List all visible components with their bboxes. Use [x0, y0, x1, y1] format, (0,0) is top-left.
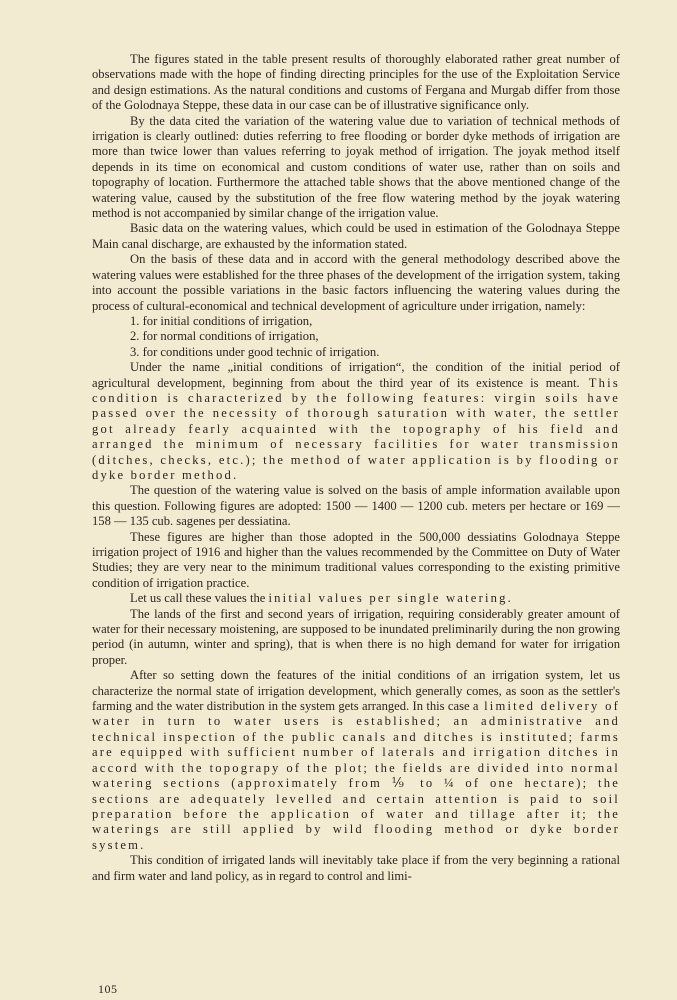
list-item: 2. for normal conditions of irrigation,: [130, 329, 319, 344]
initial-values-term: initial values per single watering.: [268, 591, 514, 606]
normal-state-spaced-text: limited delivery of water in turn to water users is established; an administrative and technical inspection of the public canals and ditches is instituted; farms are equipped with sufficient number of laterals and irrigation ditches in accord with the topograpy of the plot; the fields are divided into normal watering sections (approximately from ⅑ to ¼ of one hectare); the sections are adequately levelled and certain attention is paid to soil preparation before the application of water and tillage after it; the waterings are still applied by wild flooding method or dyke border system.: [92, 699, 620, 852]
paragraph-methodology: On the basis of these data and in accord with the general methodology described above the watering values were established for the three phases of the development of the irrigation system, taking into account the possible variations in the basic factors influencing the watering values during the process of cultural-economical and technical development of agriculture under irrigation, namely:: [92, 252, 620, 313]
conditions-list: [92, 314, 620, 360]
list-item: 3. for conditions under good technic of irrigation.: [130, 344, 380, 359]
paragraph-higher-figures: These figures are higher than those adopted in the 500,000 dessiatins Golodnaya Steppe irrigation project of 1916 and higher than the values recommended by the Committee on Duty of Water Studies; they are very near to the minimum traditional values corresponding to the existing primitive condition of irrigation practice.: [92, 529, 620, 590]
paragraph-normal-state: [92, 668, 620, 853]
normal-state-text: After so setting down the features of the initial conditions of an irrigation system, let us characterize the normal state of irrigation development, which generally comes, as soon as the settler's farming and the water distribution in the system gets arranged. In this case a: [92, 668, 620, 714]
list-item: 1. for initial conditions of irrigation,: [130, 313, 313, 328]
paragraph-technical-methods: By the data cited the variation of the watering value due to variation of technical methods of irrigation is clearly outlined: duties referring to free flooding or border dyke methods of irrigation are more than twice lower than values referring to joyak method of irrigation. The joyak method itself depends in its time on economical and custom conditions of water use, rather than on soils and topography of location. Furthermore the attached table shows that the above mentioned change of the watering value, caused by the substitution of the free flow watering method by the joyak watering method is not accompanied by similar change of the irrigation value.: [92, 113, 620, 221]
paragraph-initial-values: [92, 591, 620, 606]
paragraph-condition-policy: This condition of irrigated lands will inevitably take place if from the very beginning a rational and firm water and land policy, as in regard to control and limi-: [92, 853, 620, 883]
initial-values-lead: Let us call these values the: [130, 591, 269, 606]
paragraph-basic-data: Basic data on the watering values, which could be used in estimation of the Golodnaya Steppe Main canal discharge, are exhausted by the information stated.: [92, 221, 620, 251]
paragraph-watering-question: The question of the watering value is solved on the basis of ample information available upon this question. Following figures are adopted: 1500 — 1400 — 1200 cub. meters per hectare or 169 — 158 — 135 cub. sagenes per dessiatina.: [92, 483, 620, 529]
paragraph-first-years: The lands of the first and second years of irrigation, requiring considerably greater amount of water for their necessary moistening, are supposed to be inundated preliminarily during the non growing period (in autumn, winter and spring), that is when there is no high demand for water for irrigation proper.: [92, 606, 620, 667]
initial-conditions-spaced-text: This condition is characterized by the following features: virgin soils have passed over the necessity of thorough saturation with water, the settler got already fearly acquainted with the topography of his field and arranged the minimum of necessary facilities for water transmission (ditches, checks, etc.); the method of water application is by flooding or dyke border method.: [92, 375, 620, 482]
page-number: 105: [98, 982, 118, 996]
paragraph-initial-conditions: [92, 360, 620, 483]
initial-conditions-text: Under the name „initial conditions of irrigation“, the condition of the initial period of agricultural development, beginning from about the third year of its existence is meant.: [92, 360, 620, 390]
paragraph-intro: The figures stated in the table present results of thoroughly elaborated rather great number of observations made with the hope of finding directing principles for the use of the Exploitation Service and design estimations. As the natural conditions and customs of Fergana and Murgab differ from those of the Golodnaya Steppe, these data in our case can be of illustrative significance only.: [92, 52, 620, 113]
body-text: [92, 52, 620, 884]
